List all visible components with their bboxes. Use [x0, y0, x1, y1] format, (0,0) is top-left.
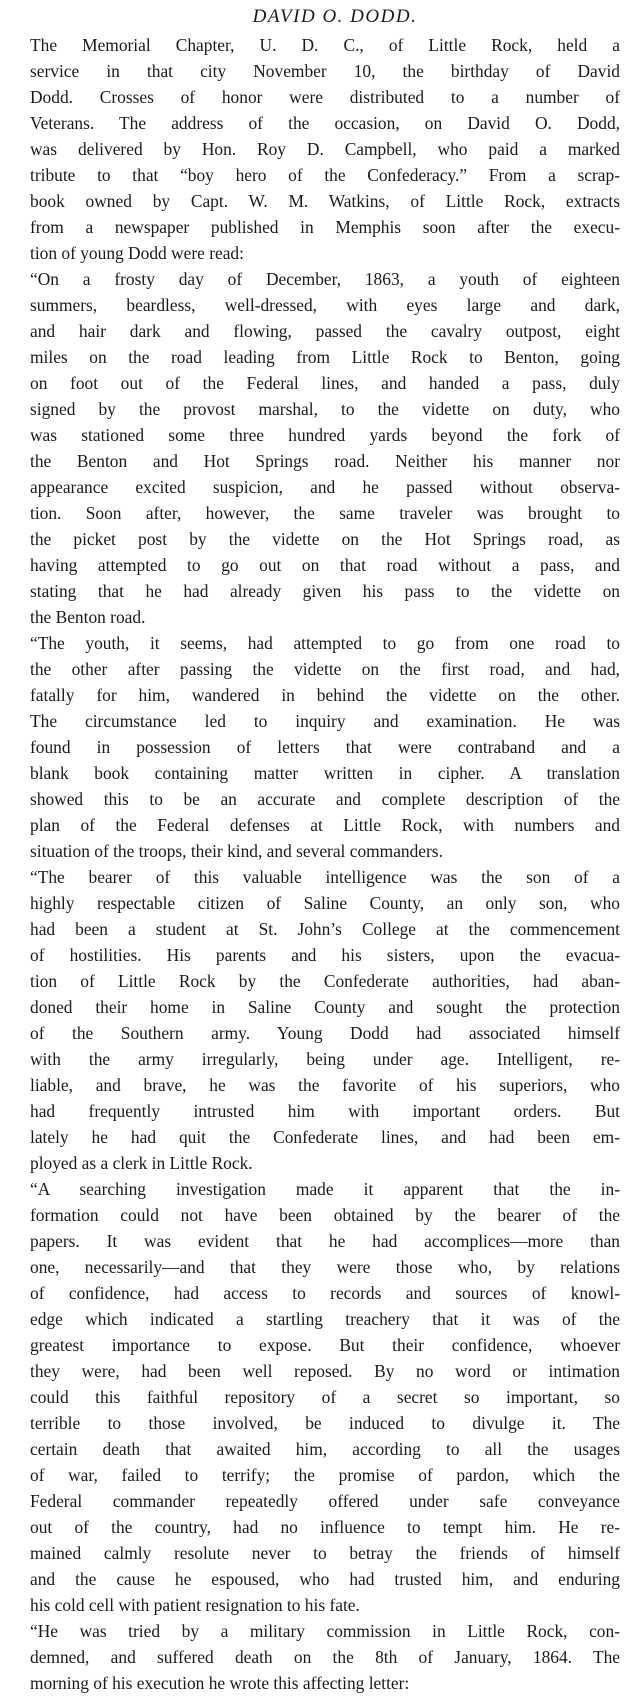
text-line: and the cause he espoused, who had trusted him, and enduring [30, 1569, 620, 1589]
article-title: DAVID O. DODD. [252, 6, 418, 27]
text-line: having attempted to go out on that road without a pass, and [30, 555, 620, 575]
text-line: they were, had been well reposed. By no word or intimation [30, 1361, 620, 1381]
text-line: found in possession of letters that were contraband and a [30, 737, 620, 757]
text-line: situation of the troops, their kind, and several commanders. [30, 841, 443, 861]
paragraph [30, 630, 620, 864]
text-line: stating that he had already given his pass to the vidette on [30, 581, 620, 601]
text-line: the Benton road. [30, 607, 146, 627]
text-line: service in that city November 10, the birthday of David [30, 61, 620, 81]
text-line: summers, beardless, well-dressed, with eyes large and dark, [30, 295, 620, 315]
text-line: The Memorial Chapter, U. D. C., of Little Rock, held a [30, 35, 620, 55]
text-line: “He was tried by a military commission in Little Rock, con- [30, 1621, 620, 1641]
text-line: tribute to that “boy hero of the Confederacy.” From a scrap- [30, 165, 620, 185]
text-line: tion of Little Rock by the Confederate authorities, had aban- [30, 971, 620, 991]
text-line: “The youth, it seems, had attempted to go from one road to [30, 633, 620, 653]
text-line: of hostilities. His parents and his sisters, upon the evacua- [30, 945, 620, 965]
paragraph [30, 864, 620, 1176]
text-line: one, necessarily—and that they were those who, by relations [30, 1257, 620, 1277]
text-line: could this faithful repository of a secret so important, so [30, 1387, 620, 1407]
paragraph [30, 1176, 620, 1618]
text-line: “The bearer of this valuable intelligence was the son of a [30, 867, 620, 887]
text-line: Federal commander repeatedly offered under safe conveyance [30, 1491, 620, 1511]
text-line: of confidence, had access to records and sources of knowl- [30, 1283, 620, 1303]
text-line: papers. It was evident that he had accomplices—more than [30, 1231, 620, 1251]
text-line: had been a student at St. John’s College at the commencement [30, 919, 620, 939]
text-line: liable, and brave, he was the favorite of his superiors, who [30, 1075, 620, 1095]
text-line: plan of the Federal defenses at Little Rock, with numbers and [30, 815, 620, 835]
text-line: his cold cell with patient resignation to his fate. [30, 1595, 360, 1615]
paragraph [30, 266, 620, 630]
paragraph [30, 1618, 620, 1696]
text-line: from a newspaper published in Memphis soon after the execu- [30, 217, 620, 237]
text-line: highly respectable citizen of Saline County, an only son, who [30, 893, 620, 913]
article [30, 4, 620, 1696]
text-line: mained calmly resolute never to betray the friends of himself [30, 1543, 620, 1563]
text-line: the Benton and Hot Springs road. Neither his manner nor [30, 451, 620, 471]
text-line: certain death that awaited him, according to all the usages [30, 1439, 620, 1459]
text-line: had frequently intrusted him with important orders. But [30, 1101, 620, 1121]
text-line: fatally for him, wandered in behind the vidette on the other. [30, 685, 620, 705]
paragraph [30, 32, 620, 266]
text-line: The circumstance led to inquiry and examination. He was [30, 711, 620, 731]
text-line: tion. Soon after, however, the same traveler was brought to [30, 503, 620, 523]
text-line: book owned by Capt. W. M. Watkins, of Little Rock, extracts [30, 191, 620, 211]
text-line: “A searching investigation made it apparent that the in- [30, 1179, 620, 1199]
text-line: the picket post by the vidette on the Hot Springs road, as [30, 529, 620, 549]
text-line: signed by the provost marshal, to the vidette on duty, who [30, 399, 620, 419]
text-line: of war, failed to terrify; the promise of pardon, which the [30, 1465, 620, 1485]
text-line: edge which indicated a startling treachery that it was of the [30, 1309, 620, 1329]
text-line: Veterans. The address of the occasion, on David O. Dodd, [30, 113, 620, 133]
text-line: demned, and suffered death on the 8th of January, 1864. The [30, 1647, 620, 1667]
text-line: showed this to be an accurate and complete description of the [30, 789, 620, 809]
text-line: on foot out of the Federal lines, and handed a pass, duly [30, 373, 620, 393]
text-line: morning of his execution he wrote this affecting letter: [30, 1673, 410, 1693]
text-line: greatest importance to expose. But their confidence, whoever [30, 1335, 620, 1355]
text-line: was delivered by Hon. Roy D. Campbell, who paid a marked [30, 139, 620, 159]
text-line: was stationed some three hundred yards beyond the fork of [30, 425, 620, 445]
text-line: miles on the road leading from Little Rock to Benton, going [30, 347, 620, 367]
text-line: the other after passing the vidette on the first road, and had, [30, 659, 620, 679]
text-line: and hair dark and flowing, passed the cavalry outpost, eight [30, 321, 620, 341]
text-line: ployed as a clerk in Little Rock. [30, 1153, 253, 1173]
text-line: lately he had quit the Confederate lines, and had been em- [30, 1127, 620, 1147]
text-line: with the army irregularly, being under age. Intelligent, re- [30, 1049, 620, 1069]
text-line: Dodd. Crosses of honor were distributed to a number of [30, 87, 620, 107]
text-line: doned their home in Saline County and sought the protection [30, 997, 620, 1017]
text-line: blank book containing matter written in cipher. A translation [30, 763, 620, 783]
text-line: “On a frosty day of December, 1863, a youth of eighteen [30, 269, 620, 289]
text-line: formation could not have been obtained by the bearer of the [30, 1205, 620, 1225]
text-line: appearance excited suspicion, and he passed without observa- [30, 477, 620, 497]
text-line: terrible to those involved, be induced to divulge it. The [30, 1413, 620, 1433]
text-line: out of the country, had no influence to tempt him. He re- [30, 1517, 620, 1537]
article-body [30, 32, 620, 1696]
text-line: of the Southern army. Young Dodd had associated himself [30, 1023, 620, 1043]
text-line: tion of young Dodd were read: [30, 243, 244, 263]
